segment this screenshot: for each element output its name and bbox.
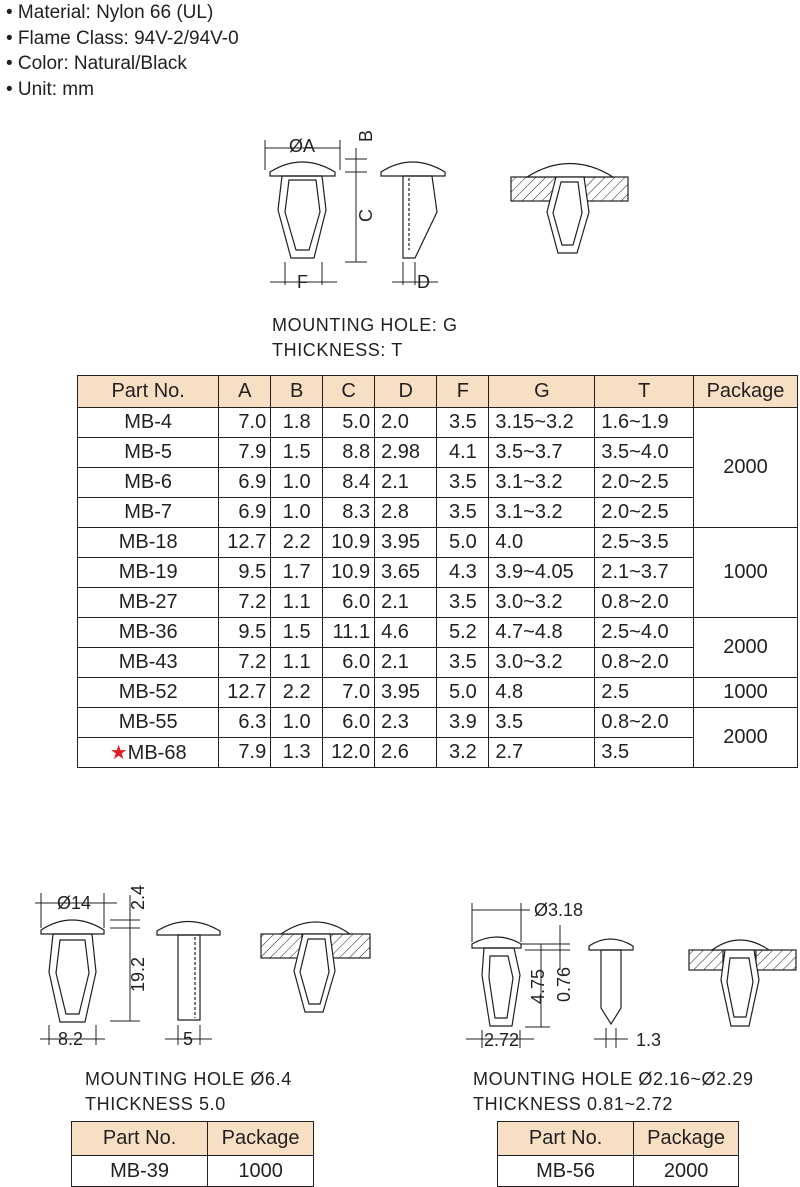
cell-f: 3.2 xyxy=(437,738,489,768)
cell-a: 9.5 xyxy=(219,558,271,588)
cell-t: 2.5~3.5 xyxy=(595,528,694,558)
cell-t: 2.0~2.5 xyxy=(595,468,694,498)
rivet-side-view-top xyxy=(381,162,445,258)
cell-part-no: MB-19 xyxy=(78,558,219,588)
cell-b: 2.2 xyxy=(271,528,323,558)
mb56-dim-f: 2.72 xyxy=(484,1030,520,1050)
cell-t: 0.8~2.0 xyxy=(595,648,694,678)
mb39-caption-mounting-hole: MOUNTING HOLE Ø6.4 xyxy=(85,1069,292,1089)
cell-d: 3.95 xyxy=(375,528,437,558)
mb39-front-view xyxy=(41,920,104,1022)
cell-g: 4.0 xyxy=(489,528,595,558)
cell-b: 1.0 xyxy=(271,708,323,738)
cell-c: 6.0 xyxy=(323,648,375,678)
cell-part-no: MB-5 xyxy=(78,438,219,468)
cell-d: 2.1 xyxy=(375,588,437,618)
top-caption-thickness: THICKNESS: T xyxy=(272,340,403,360)
cell-g: 3.5~3.7 xyxy=(489,438,595,468)
cell-d: 3.65 xyxy=(375,558,437,588)
cell-t: 0.8~2.0 xyxy=(595,588,694,618)
cell-a: 6.9 xyxy=(219,468,271,498)
mb56-header-package: Package xyxy=(634,1122,739,1156)
cell-b: 1.3 xyxy=(271,738,323,768)
cell-a: 6.3 xyxy=(219,708,271,738)
cell-c: 8.4 xyxy=(323,468,375,498)
table-row xyxy=(78,678,798,708)
mb56-mounted-view xyxy=(689,940,796,1026)
cell-g: 4.8 xyxy=(489,678,595,708)
cell-d: 2.98 xyxy=(375,438,437,468)
mb39-table xyxy=(71,1121,314,1187)
mb56-dim-b: 0.76 xyxy=(554,966,574,1002)
mb39-caption-thickness: THICKNESS 5.0 xyxy=(85,1094,226,1114)
cell-a: 7.0 xyxy=(219,408,271,438)
dim-label-f: F xyxy=(297,272,308,292)
dim-label-c: C xyxy=(356,209,376,222)
header-part-no: Part No. xyxy=(78,376,219,408)
header-a: A xyxy=(219,376,271,408)
dim-label-a: ØA xyxy=(289,136,316,156)
mb39-header-package: Package xyxy=(208,1122,314,1156)
header-c: C xyxy=(323,376,375,408)
header-g: G xyxy=(489,376,595,408)
cell-d: 3.95 xyxy=(375,678,437,708)
cell-a: 9.5 xyxy=(219,618,271,648)
cell-b: 1.1 xyxy=(271,648,323,678)
table-row xyxy=(78,498,798,528)
cell-package: 2000 xyxy=(694,618,798,678)
header-d: D xyxy=(375,376,437,408)
cell-c: 10.9 xyxy=(323,558,375,588)
cell-d: 2.0 xyxy=(375,408,437,438)
mb56-table-header-row xyxy=(498,1122,739,1156)
cell-b: 1.8 xyxy=(271,408,323,438)
main-spec-table xyxy=(77,375,798,768)
table-row xyxy=(78,588,798,618)
cell-d: 2.8 xyxy=(375,498,437,528)
spec-material: • Material: Nylon 66 (UL) xyxy=(6,2,214,23)
mb39-side-view xyxy=(157,922,220,1021)
mb56-dim-c: 4.75 xyxy=(528,968,548,1004)
table-row xyxy=(78,708,798,738)
mb39-cell-part-no: MB-39 xyxy=(72,1156,208,1187)
cell-f: 4.3 xyxy=(437,558,489,588)
cell-package: 2000 xyxy=(694,408,798,528)
cell-a: 6.9 xyxy=(219,498,271,528)
cell-a: 12.7 xyxy=(219,678,271,708)
dim-label-d: D xyxy=(417,272,430,292)
cell-c: 8.3 xyxy=(323,498,375,528)
table-row xyxy=(78,558,798,588)
header-t: T xyxy=(595,376,694,408)
cell-g: 3.9~4.05 xyxy=(489,558,595,588)
cell-f: 3.5 xyxy=(437,408,489,438)
table-row xyxy=(498,1156,739,1187)
rivet-front-view-top xyxy=(270,162,335,258)
mb56-side-view xyxy=(589,939,633,1024)
cell-b: 1.0 xyxy=(271,468,323,498)
cell-b: 1.5 xyxy=(271,618,323,648)
cell-g: 3.1~3.2 xyxy=(489,468,595,498)
cell-part-no: MB-43 xyxy=(78,648,219,678)
spec-color: • Color: Natural/Black xyxy=(6,53,187,74)
cell-part-no-label: MB-68 xyxy=(127,742,187,764)
cell-g: 4.7~4.8 xyxy=(489,618,595,648)
header-b: B xyxy=(271,376,323,408)
table-row xyxy=(78,468,798,498)
cell-part-no: MB-36 xyxy=(78,618,219,648)
cell-t: 2.1~3.7 xyxy=(595,558,694,588)
cell-d: 2.1 xyxy=(375,468,437,498)
cell-b: 1.0 xyxy=(271,498,323,528)
cell-f: 3.5 xyxy=(437,468,489,498)
mb39-header-part-no: Part No. xyxy=(72,1122,208,1156)
top-caption xyxy=(272,313,458,363)
cell-c: 5.0 xyxy=(323,408,375,438)
cell-f: 3.5 xyxy=(437,498,489,528)
cell-g: 3.0~3.2 xyxy=(489,648,595,678)
cell-t: 0.8~2.0 xyxy=(595,708,694,738)
mb56-table xyxy=(497,1121,739,1187)
cell-g: 3.15~3.2 xyxy=(489,408,595,438)
cell-t: 2.0~2.5 xyxy=(595,498,694,528)
cell-f: 5.0 xyxy=(437,678,489,708)
cell-part-no: MB-4 xyxy=(78,408,219,438)
cell-c: 8.8 xyxy=(323,438,375,468)
cell-f: 3.5 xyxy=(437,648,489,678)
star-icon: ★ xyxy=(109,742,128,764)
mb39-caption xyxy=(85,1067,292,1117)
cell-f: 5.0 xyxy=(437,528,489,558)
cell-c: 10.9 xyxy=(323,528,375,558)
cell-package: 2000 xyxy=(694,708,798,768)
mb39-table-header-row xyxy=(72,1122,314,1156)
cell-a: 7.9 xyxy=(219,738,271,768)
cell-a: 12.7 xyxy=(219,528,271,558)
mb56-cell-part-no: MB-56 xyxy=(498,1156,634,1187)
header-f: F xyxy=(437,376,489,408)
mb56-dim-head: Ø3.18 xyxy=(534,900,584,920)
mb56-caption-mounting-hole: MOUNTING HOLE Ø2.16~Ø2.29 xyxy=(473,1069,754,1089)
cell-a: 7.2 xyxy=(219,588,271,618)
cell-f: 5.2 xyxy=(437,618,489,648)
dim-label-b: B xyxy=(356,129,376,142)
cell-part-no: MB-7 xyxy=(78,498,219,528)
mb39-cell-package: 1000 xyxy=(208,1156,314,1187)
cell-b: 2.2 xyxy=(271,678,323,708)
cell-c: 12.0 xyxy=(323,738,375,768)
table-row xyxy=(78,528,798,558)
cell-f: 4.1 xyxy=(437,438,489,468)
table-row xyxy=(72,1156,314,1187)
mb56-front-view xyxy=(472,937,521,1026)
mb56-caption-thickness: THICKNESS 0.81~2.72 xyxy=(473,1094,673,1114)
cell-g: 3.0~3.2 xyxy=(489,588,595,618)
table-row xyxy=(78,408,798,438)
mb39-dim-d: 5 xyxy=(183,1029,194,1049)
rivet-mounted-view-top xyxy=(511,164,628,254)
cell-part-no: MB-27 xyxy=(78,588,219,618)
spec-unit: • Unit: mm xyxy=(6,78,94,100)
cell-part-no: MB-52 xyxy=(78,678,219,708)
table-row xyxy=(78,438,798,468)
cell-b: 1.5 xyxy=(271,438,323,468)
mb39-mounted-view xyxy=(261,922,370,1012)
cell-c: 6.0 xyxy=(323,588,375,618)
table-header-row xyxy=(78,376,798,408)
cell-package: 1000 xyxy=(694,678,798,708)
cell-a: 7.2 xyxy=(219,648,271,678)
spec-flame-class: • Flame Class: 94V-2/94V-0 xyxy=(6,27,239,49)
cell-g: 3.5 xyxy=(489,708,595,738)
cell-t: 3.5~4.0 xyxy=(595,438,694,468)
cell-part-no: MB-6 xyxy=(78,468,219,498)
table-row xyxy=(78,648,798,678)
mb56-caption xyxy=(473,1067,754,1117)
mb56-dim-d: 1.3 xyxy=(636,1030,662,1050)
cell-b: 1.1 xyxy=(271,588,323,618)
top-caption-mounting-hole: MOUNTING HOLE: G xyxy=(272,315,458,335)
mb39-dim-f: 8.2 xyxy=(58,1029,84,1049)
cell-g: 3.1~3.2 xyxy=(489,498,595,528)
cell-t: 2.5 xyxy=(595,678,694,708)
header-package: Package xyxy=(694,376,798,408)
cell-d: 2.1 xyxy=(375,648,437,678)
mb39-dim-b: 2.4 xyxy=(128,884,148,910)
mb56-header-part-no: Part No. xyxy=(498,1122,634,1156)
cell-g: 2.7 xyxy=(489,738,595,768)
cell-b: 1.7 xyxy=(271,558,323,588)
cell-t: 3.5 xyxy=(595,738,694,768)
cell-d: 4.6 xyxy=(375,618,437,648)
cell-f: 3.9 xyxy=(437,708,489,738)
cell-package: 1000 xyxy=(694,528,798,618)
mb39-dim-head: Ø14 xyxy=(57,893,92,913)
cell-d: 2.3 xyxy=(375,708,437,738)
cell-t: 2.5~4.0 xyxy=(595,618,694,648)
cell-part-no: MB-18 xyxy=(78,528,219,558)
mb56-cell-package: 2000 xyxy=(634,1156,739,1187)
mb39-dim-c: 19.2 xyxy=(128,956,148,992)
cell-a: 7.9 xyxy=(219,438,271,468)
cell-part-no-starred xyxy=(78,738,219,768)
table-row xyxy=(78,738,798,768)
cell-c: 7.0 xyxy=(323,678,375,708)
cell-c: 6.0 xyxy=(323,708,375,738)
cell-part-no: MB-55 xyxy=(78,708,219,738)
cell-d: 2.6 xyxy=(375,738,437,768)
cell-t: 1.6~1.9 xyxy=(595,408,694,438)
cell-f: 3.5 xyxy=(437,588,489,618)
table-row xyxy=(78,618,798,648)
cell-c: 11.1 xyxy=(323,618,375,648)
